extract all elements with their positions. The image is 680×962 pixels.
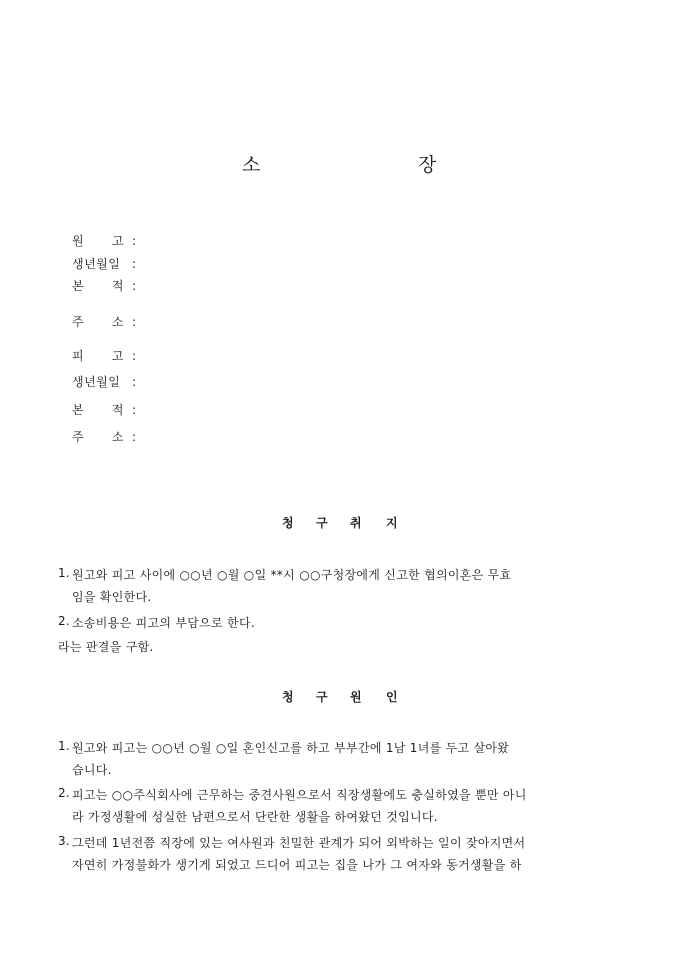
claim-purpose-closing: 라는 판결을 구함. <box>58 640 154 654</box>
plaintiff-address-label: 주 소 <box>72 315 124 329</box>
defendant-registry-label: 본 적 <box>72 403 124 417</box>
plaintiff-registry-label: 본 적 <box>72 279 124 293</box>
plaintiff-label: 원 고 <box>72 234 124 248</box>
defendant-address-row: 주 소 : <box>72 430 137 444</box>
defendant-registry-row: 본 적 : <box>72 403 137 417</box>
plaintiff-dob-row: 생년월일 : <box>72 257 137 271</box>
defendant-label: 피 고 <box>72 349 124 363</box>
plaintiff-label-row: 원 고 : <box>72 234 137 248</box>
defendant-dob-label: 생년월일 <box>72 375 121 389</box>
plaintiff-address-row: 주 소 : <box>72 315 137 329</box>
title-char-1: 소 <box>242 154 261 176</box>
plaintiff-dob-label: 생년월일 <box>72 257 121 271</box>
defendant-label-row: 피 고 : <box>72 349 137 363</box>
document-title <box>0 150 680 176</box>
plaintiff-registry-row: 본 적 : <box>72 279 137 293</box>
defendant-address-label: 주 소 <box>72 430 124 444</box>
defendant-dob-row: 생년월일 : <box>72 375 137 389</box>
title-char-2: 장 <box>418 154 437 176</box>
